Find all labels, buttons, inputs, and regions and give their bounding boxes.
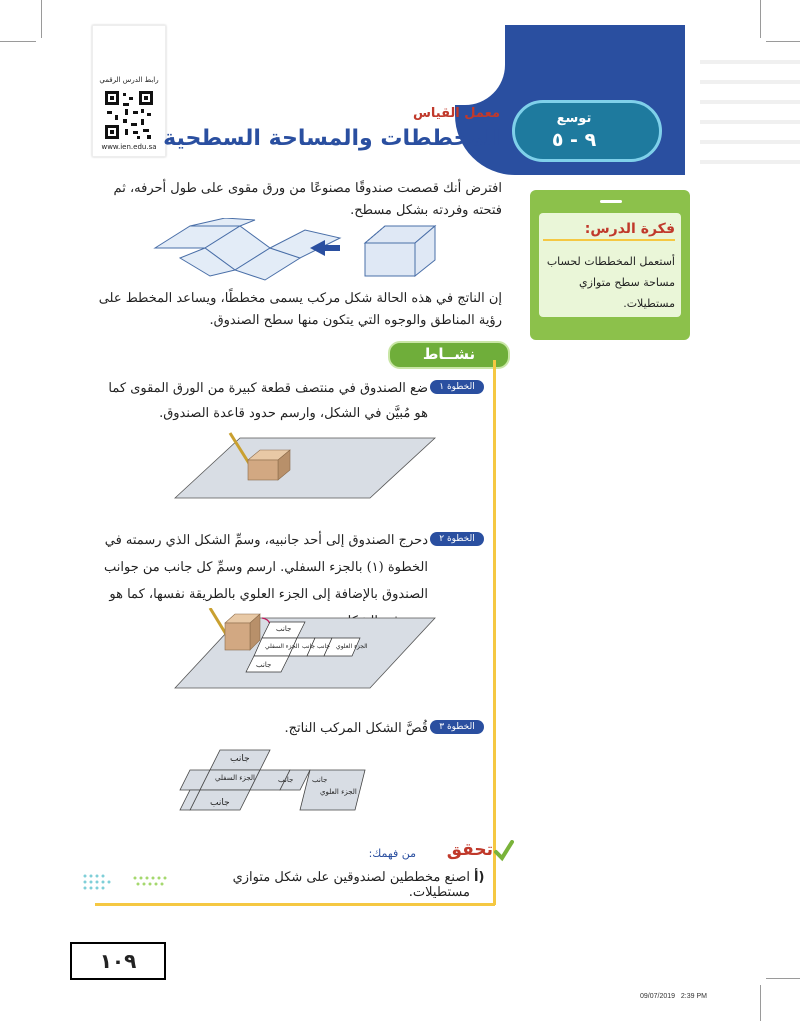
fig3-label-side-bottom: جانب bbox=[210, 798, 230, 808]
crop-mark bbox=[760, 0, 761, 38]
check-item-label: أ) bbox=[474, 870, 485, 885]
step-3-text: قُصَّ الشكل المركب الناتج. bbox=[284, 721, 428, 736]
fig2-label-side-b: جانب bbox=[317, 643, 331, 650]
intro-paragraph-2: إن الناتج في هذه الحالة شكل مركب يسمى مخططًا، ويساعد المخطط على رؤية المناطق والوجوه التي يتكون منها سطح الصندوق. bbox=[98, 291, 502, 328]
fig3-label-top: الجزء العلوي bbox=[320, 788, 357, 796]
page-title: المخططات والمساحة السطحية bbox=[163, 126, 500, 151]
step-2-figure bbox=[170, 608, 440, 713]
crop-mark bbox=[760, 985, 761, 1021]
extension-badge bbox=[512, 100, 662, 162]
step-1-badge: الخطوة ١ bbox=[430, 380, 484, 394]
step-1-figure bbox=[170, 428, 440, 528]
lesson-idea-title: فكرة الدرس: bbox=[543, 221, 675, 241]
fig3-label-bottom: الجزء السفلي bbox=[215, 774, 255, 782]
box-drawing bbox=[365, 226, 435, 276]
intro-paragraph: افترض أنك قصصت صندوقًا مصنوعًا من ورق مقوى على طول أحرفه، ثم فتحته وفردته بشكل مسطح. bbox=[113, 181, 502, 218]
print-timestamp: 09/07/2019 2:39 PM bbox=[640, 993, 707, 1000]
net-and-box-figure bbox=[150, 218, 450, 288]
dots-decoration bbox=[80, 868, 170, 898]
step-2-badge: الخطوة ٢ bbox=[430, 532, 484, 546]
fig2-label-side-bottom: جانب bbox=[256, 661, 272, 669]
step-3-net-figure bbox=[160, 742, 380, 832]
activity-border-bottom bbox=[95, 903, 495, 906]
qr-caption: رابط الدرس الرقمي bbox=[99, 76, 159, 84]
qr-code[interactable] bbox=[103, 89, 155, 141]
page-number-box bbox=[70, 942, 166, 980]
step-2-text: دحرج الصندوق إلى أحد جانبيه، وسمِّ الشكل الذي رسمته في الخطوة (١) بالجزء السفلي. ارسم وسمِّ كل جانب من جوانب الصندوق بالإضافة إلى الجزء العلوي بالطريقة نفسها، كما هو bbox=[104, 533, 428, 602]
fig2-label-side-top: جانب bbox=[276, 625, 292, 633]
check-subtitle: من فهمك: bbox=[368, 847, 416, 860]
lab-label: معمل القياس bbox=[412, 106, 500, 121]
crop-mark bbox=[766, 41, 800, 42]
fig3-label-side-top: جانب bbox=[230, 754, 250, 764]
lesson-idea-inner bbox=[539, 213, 681, 317]
extension-number: ٩ - ٥ bbox=[551, 129, 597, 151]
qr-card bbox=[92, 25, 166, 157]
crop-mark bbox=[766, 978, 800, 979]
fig2-label-side-a: جانب bbox=[302, 643, 316, 650]
step-1-text: ضع الصندوق في منتصف قطعة كبيرة من الورق المقوى كما هو مُبيَّن في الشكل، وارسم حدود قاعدة الصندوق. bbox=[108, 381, 428, 421]
checkmark-icon bbox=[494, 840, 514, 862]
activity-title: نشــاط bbox=[422, 345, 476, 363]
step-3-badge: الخطوة ٣ bbox=[430, 720, 484, 734]
lesson-idea-body: أستعمل المخططات لحساب مساحة سطح متوازي مستطيلات. bbox=[546, 255, 675, 310]
fig2-label-bottom: الجزء السفلي bbox=[265, 643, 300, 650]
fig3-label-side-a: جانب bbox=[278, 776, 294, 784]
activity-header bbox=[388, 341, 510, 369]
extension-label: توسع bbox=[556, 111, 592, 126]
crop-mark bbox=[0, 41, 36, 42]
page-number: ١٠٩ bbox=[99, 949, 137, 973]
activity-border bbox=[493, 360, 496, 905]
qr-url[interactable]: www.ien.edu.sa bbox=[101, 143, 157, 151]
crop-mark bbox=[41, 0, 42, 38]
check-title: تحقق bbox=[446, 840, 493, 860]
fig2-label-top: الجزء العلوي bbox=[336, 643, 368, 650]
check-item-text: اصنع مخططين لصندوقين على شكل متوازي مستطيلات. bbox=[232, 870, 470, 900]
fig3-label-side-b: جانب bbox=[312, 776, 328, 784]
